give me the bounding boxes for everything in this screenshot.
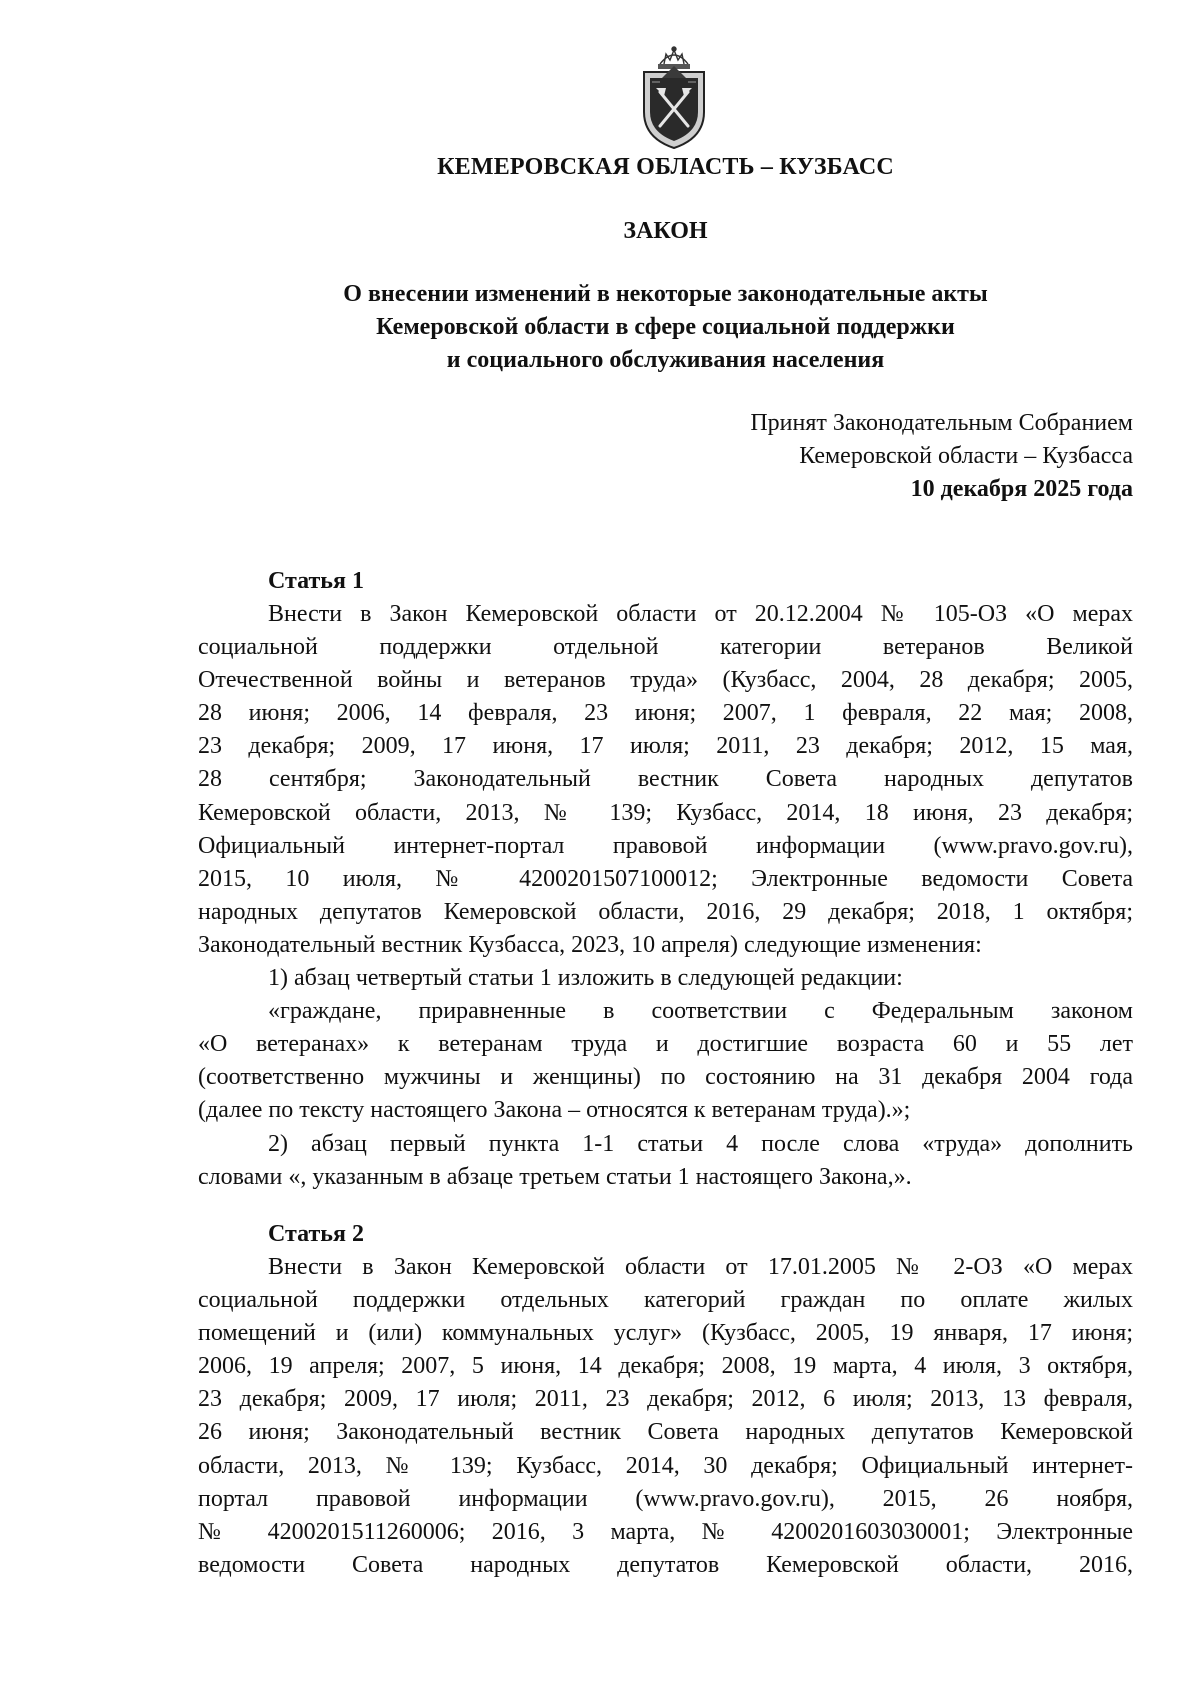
text-line: 23 декабря; 2009, 17 июля; 2011, 23 декабря; 2012, 6 июля; 2013, 13 февраля, bbox=[198, 1386, 1133, 1413]
text-line: Официальный интернет-портал правовой информации (www.pravo.gov.ru), bbox=[198, 832, 1133, 859]
text-line: (соответственно мужчины и женщины) по состоянию на 31 декабря 2004 года bbox=[198, 1064, 1133, 1091]
article-heading: Статья 2 bbox=[268, 1221, 364, 1247]
text-line: портал правовой информации (www.pravo.gov.ru), 2015, 26 ноября, bbox=[198, 1485, 1133, 1512]
text-line: социальной поддержки отдельных категорий граждан по оплате жилых bbox=[198, 1287, 1133, 1314]
adoption-block bbox=[750, 407, 1133, 506]
document-type: ЗАКОН bbox=[623, 218, 708, 244]
text-line: «О ветеранах» к ветеранам труда и достигшие возраста 60 и 55 лет bbox=[198, 1031, 1133, 1058]
text-line: 2015, 10 июля, № 4200201507100012; Электронные ведомости Совета bbox=[198, 865, 1133, 892]
text-line: 28 сентября; Законодательный вестник Совета народных депутатов bbox=[198, 766, 1133, 793]
text-line: 28 июня; 2006, 14 февраля, 23 июня; 2007, 1 февраля, 22 мая; 2008, bbox=[198, 700, 1133, 727]
article-body bbox=[198, 598, 1133, 1194]
law-title-line: и социального обслуживания населения bbox=[446, 347, 885, 373]
text-line: 2) абзац первый пункта 1-1 статьи 4 после слова «труда» дополнить bbox=[268, 1130, 1133, 1157]
text-line: социальной поддержки отдельной категории ветеранов Великой bbox=[198, 634, 1133, 661]
text-line: помещений и (или) коммунальных услуг» (Кузбасс, 2005, 19 января, 17 июня; bbox=[198, 1320, 1133, 1347]
law-title bbox=[198, 278, 1133, 377]
text-line: 23 декабря; 2009, 17 июня, 17 июля; 2011, 23 декабря; 2012, 15 мая, bbox=[198, 733, 1133, 760]
text-line: 2006, 19 апреля; 2007, 5 июня, 14 декабря; 2008, 19 марта, 4 июля, 3 октября, bbox=[198, 1353, 1133, 1380]
law-title-line: О внесении изменений в некоторые законодательные акты bbox=[343, 281, 988, 307]
article-2 bbox=[198, 1218, 1133, 1582]
text-line: области, 2013, № 139; Кузбасс, 2014, 30 декабря; Официальный интернет- bbox=[198, 1452, 1133, 1479]
text-line: (далее по тексту настоящего Закона – относятся к ветеранам труда).»; bbox=[198, 1097, 911, 1124]
article-body bbox=[198, 1251, 1133, 1582]
text-line: Отечественной войны и ветеранов труда» (Кузбасс, 2004, 28 декабря; 2005, bbox=[198, 667, 1133, 694]
adoption-date: 10 декабря 2025 года bbox=[910, 476, 1133, 502]
region-name: КЕМЕРОВСКАЯ ОБЛАСТЬ – КУЗБАСС bbox=[437, 154, 894, 180]
text-line: Внести в Закон Кемеровской области от 17.01.2005 № 2-ОЗ «О мерах bbox=[268, 1254, 1133, 1280]
law-title-line: Кемеровской области в сфере социальной поддержки bbox=[376, 314, 955, 340]
text-line: Законодательный вестник Кузбасса, 2023, 10 апреля) следующие изменения: bbox=[198, 931, 982, 958]
text-line: ведомости Совета народных депутатов Кемеровской области, 2016, bbox=[198, 1551, 1133, 1578]
text-line: Внести в Закон Кемеровской области от 20.12.2004 № 105-ОЗ «О мерах bbox=[268, 601, 1133, 627]
text-line: «граждане, приравненные в соответствии с Федеральным законом bbox=[268, 998, 1133, 1025]
adoption-line: Кемеровской области – Кузбасса bbox=[799, 443, 1133, 469]
article-heading: Статья 1 bbox=[268, 568, 364, 594]
text-line: народных депутатов Кемеровской области, 2016, 29 декабря; 2018, 1 октября; bbox=[198, 898, 1133, 925]
adoption-line: Принят Законодательным Собранием bbox=[750, 410, 1133, 436]
text-line: 1) абзац четвертый статьи 1 изложить в следующей редакции: bbox=[268, 965, 903, 992]
article-1 bbox=[198, 565, 1133, 1194]
text-line: Кемеровской области, 2013, № 139; Кузбасс, 2014, 18 июня, 23 декабря; bbox=[198, 799, 1133, 826]
kemerovo-coat-of-arms-icon bbox=[630, 42, 718, 152]
text-line: словами «, указанным в абзаце третьем статьи 1 настоящего Закона,». bbox=[198, 1163, 912, 1190]
text-line: № 4200201511260006; 2016, 3 марта, № 4200201603030001; Электронные bbox=[198, 1518, 1133, 1545]
document-page bbox=[198, 0, 1133, 1697]
text-line: 26 июня; Законодательный вестник Совета народных депутатов Кемеровской bbox=[198, 1419, 1133, 1446]
